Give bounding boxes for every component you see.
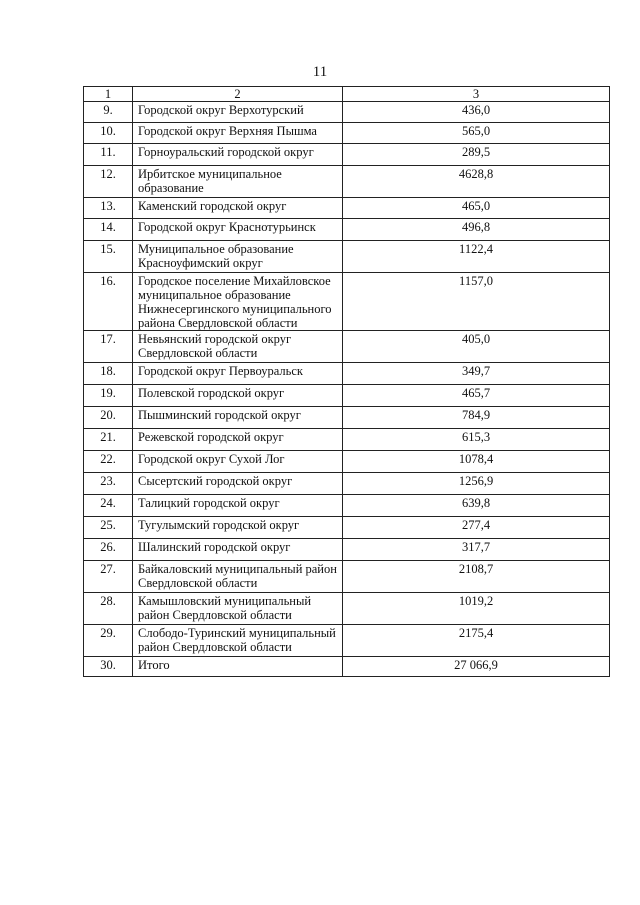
row-name: Пышминский городской округ [133, 407, 343, 429]
row-value: 465,7 [343, 385, 610, 407]
table-row [84, 166, 610, 198]
row-value: 405,0 [343, 331, 610, 363]
table-header-row [84, 87, 610, 102]
table-row [84, 429, 610, 451]
table-row [84, 561, 610, 593]
row-name: Итого [133, 657, 343, 677]
row-value: 436,0 [343, 102, 610, 123]
row-number: 26. [84, 539, 133, 561]
row-name: Режевской городской округ [133, 429, 343, 451]
row-name: Невьянский городской округ Свердловской области [133, 331, 343, 363]
row-number: 28. [84, 593, 133, 625]
row-name: Городской округ Первоуральск [133, 363, 343, 385]
row-value: 2108,7 [343, 561, 610, 593]
row-number: 20. [84, 407, 133, 429]
row-value: 1157,0 [343, 273, 610, 331]
table-row [84, 539, 610, 561]
row-name: Ирбитское муниципальное образование [133, 166, 343, 198]
row-number: 27. [84, 561, 133, 593]
table-row [84, 363, 610, 385]
row-number: 18. [84, 363, 133, 385]
table-row [84, 473, 610, 495]
row-value: 1256,9 [343, 473, 610, 495]
table-row [84, 451, 610, 473]
table-row [84, 517, 610, 539]
row-value: 565,0 [343, 123, 610, 144]
table-row [84, 123, 610, 144]
table-body [84, 87, 610, 677]
row-value: 349,7 [343, 363, 610, 385]
row-value: 1078,4 [343, 451, 610, 473]
row-value: 639,8 [343, 495, 610, 517]
row-name: Сысертский городской округ [133, 473, 343, 495]
row-number: 23. [84, 473, 133, 495]
table-row [84, 407, 610, 429]
row-value: 2175,4 [343, 625, 610, 657]
row-value: 4628,8 [343, 166, 610, 198]
row-number: 12. [84, 166, 133, 198]
row-name: Полевской городской округ [133, 385, 343, 407]
row-number: 29. [84, 625, 133, 657]
row-number: 21. [84, 429, 133, 451]
row-number: 9. [84, 102, 133, 123]
row-name: Городской округ Верхотурский [133, 102, 343, 123]
row-name: Тугулымский городской округ [133, 517, 343, 539]
table-row [84, 102, 610, 123]
row-number: 14. [84, 219, 133, 241]
row-number: 30. [84, 657, 133, 677]
row-name: Байкаловский муниципальный район Свердловской области [133, 561, 343, 593]
row-value: 1019,2 [343, 593, 610, 625]
row-name: Муниципальное образование Красноуфимский округ [133, 241, 343, 273]
row-number: 13. [84, 198, 133, 219]
row-name: Каменский городской округ [133, 198, 343, 219]
row-value: 27 066,9 [343, 657, 610, 677]
row-name: Городской округ Сухой Лог [133, 451, 343, 473]
row-value: 496,8 [343, 219, 610, 241]
row-value: 317,7 [343, 539, 610, 561]
row-value: 277,4 [343, 517, 610, 539]
row-name: Талицкий городской округ [133, 495, 343, 517]
table-row [84, 241, 610, 273]
row-value: 289,5 [343, 144, 610, 166]
row-number: 15. [84, 241, 133, 273]
row-name: Городской округ Краснотурьинск [133, 219, 343, 241]
column-header-value: 3 [343, 87, 610, 102]
table-row [84, 198, 610, 219]
table-row [84, 385, 610, 407]
row-number: 11. [84, 144, 133, 166]
row-value: 615,3 [343, 429, 610, 451]
row-name: Камышловский муниципальный район Свердловской области [133, 593, 343, 625]
row-name: Слободо-Туринский муниципальный район Свердловской области [133, 625, 343, 657]
row-number: 17. [84, 331, 133, 363]
row-number: 24. [84, 495, 133, 517]
data-table [83, 86, 610, 677]
row-name: Городской округ Верхняя Пышма [133, 123, 343, 144]
row-name: Горноуральский городской округ [133, 144, 343, 166]
row-number: 22. [84, 451, 133, 473]
row-name: Городское поселение Михайловское муниципальное образование Нижнесергинского муниципального района Свердловской области [133, 273, 343, 331]
table-row [84, 273, 610, 331]
row-value: 784,9 [343, 407, 610, 429]
table-row [84, 593, 610, 625]
table-row [84, 219, 610, 241]
table-row [84, 657, 610, 677]
row-number: 16. [84, 273, 133, 331]
column-header-name: 2 [133, 87, 343, 102]
row-value: 465,0 [343, 198, 610, 219]
row-number: 10. [84, 123, 133, 144]
table-row [84, 495, 610, 517]
table-row [84, 331, 610, 363]
table-row [84, 625, 610, 657]
column-header-number: 1 [84, 87, 133, 102]
page-number: 11 [312, 64, 328, 80]
row-number: 25. [84, 517, 133, 539]
table-row [84, 144, 610, 166]
row-name: Шалинский городской округ [133, 539, 343, 561]
row-value: 1122,4 [343, 241, 610, 273]
row-number: 19. [84, 385, 133, 407]
